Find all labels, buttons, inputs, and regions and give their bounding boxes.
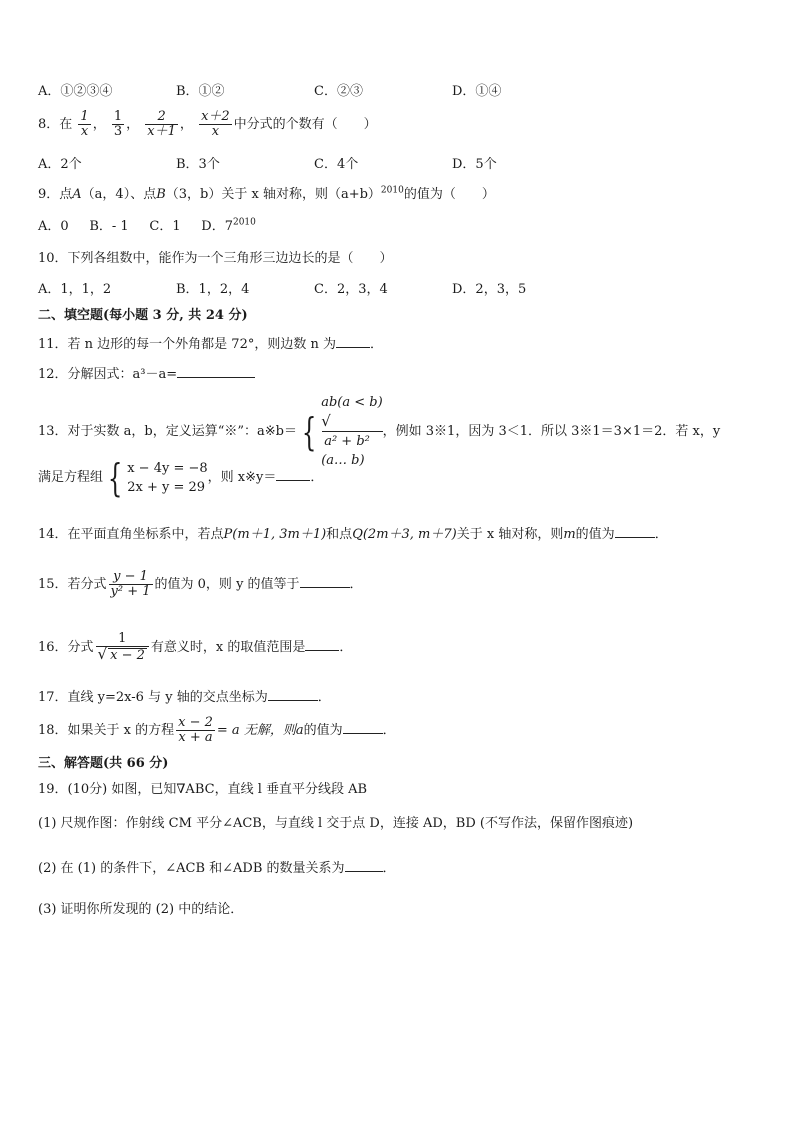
answer-blank[interactable] <box>276 468 310 481</box>
q9-options <box>38 219 256 235</box>
section-heading: 二、填空题(每小题 3 分, 共 24 分) <box>38 308 248 323</box>
answer-blank[interactable] <box>177 365 255 378</box>
answer-blank[interactable] <box>343 721 383 734</box>
piecewise-cases: ab(a < b) √ a² + b² (a… b) <box>321 395 383 468</box>
left-brace: { <box>301 409 317 454</box>
question-19-part-2: (2) 在 (1) 的条件下，∠ACB 和∠ADB 的数量关系为 ． <box>38 861 396 876</box>
question-19-part-1: (1) 尺规作图：作射线 CM 平分∠ACB，与直线 l 交于点 D，连接 AD，BD (不写作法，保留作图痕迹) <box>38 816 634 831</box>
option-c: C．②③ <box>314 84 363 99</box>
option-c: C．4个 <box>314 157 359 172</box>
option-c: C．2，3，4 <box>314 282 388 297</box>
option-d: D．$7^{2010}$ <box>201 217 256 234</box>
question-11: 11．若 n 边形的每一个外角都是 72°，则边数 n 为 ． <box>38 337 384 352</box>
sqrt-sign: √ <box>97 645 108 663</box>
answer-blank[interactable] <box>300 575 350 588</box>
fraction: $\frac{x - 2}{x + a}$ <box>178 715 213 745</box>
question-14: 14．在平面直角坐标系中，若点P(m＋1, 3m＋1)和点Q(2m＋3, m＋7)关于 x 轴对称，则m的值为 ． <box>38 527 668 542</box>
left-brace: { <box>107 455 123 500</box>
option-a: A．2个 <box>38 157 82 172</box>
section-heading: 三、解答题(共 66 分) <box>38 756 169 771</box>
q7-options <box>0 84 794 100</box>
question-19: 19．(10分) 如图，已知∇ABC，直线 l 垂直平分线段 AB <box>38 782 368 797</box>
option-b: B．- 1 <box>89 219 129 234</box>
fraction: $\frac{x+2}{x}$ <box>201 109 230 139</box>
option-d: D．2，3，5 <box>452 282 527 297</box>
answer-blank[interactable] <box>336 335 370 348</box>
question-13: 13．对于实数 a，b，定义运算“※”：a※b＝ { ab(a < b) √ a² + b² (a… b) ，例如 3※1，因为 3＜1．所以 3※1＝3×1＝2．若 x，y <box>38 395 721 468</box>
question-12: 12．分解因式：a³－a= <box>38 365 255 383</box>
question-9: 9．点A（a，4）、点B（3，b）关于 x 轴对称，则$(a+b)^{2010}$的值为（ ） <box>38 185 495 202</box>
question-18: 18．如果关于 x 的方程 $\frac{x - 2}{x + a}$ = a 无解，则a的值为 ． <box>38 715 396 745</box>
option-a: A．①②③④ <box>38 84 113 99</box>
answer-blank[interactable] <box>345 859 383 872</box>
sqrt-sign: √ <box>321 412 331 430</box>
fraction: $\frac{1}{√ x - 2}$ <box>96 632 149 663</box>
q8-options <box>0 157 794 173</box>
option-a: A．1，1，2 <box>38 282 112 297</box>
option-b: B．3个 <box>176 157 220 172</box>
option-a: A．0 <box>38 219 69 234</box>
question-19-part-3: (3) 证明你所发现的 (2) 中的结论． <box>38 902 244 917</box>
fraction: $\frac{2}{x+1}$ <box>147 109 176 139</box>
question-17: 17．直线 y=2x-6 与 y 轴的交点坐标为 ． <box>38 690 331 705</box>
option-b: B．①② <box>176 84 225 99</box>
answer-blank[interactable] <box>305 638 339 651</box>
option-c: C．1 <box>149 219 181 234</box>
question-16: 16．分式 $\frac{1}{√ x - 2}$ 有意义时，x 的取值范围是 ． <box>38 631 353 663</box>
q10-options <box>0 282 794 298</box>
option-d: D．5个 <box>452 157 497 172</box>
equation-system: x − 4y = −8 2x + y = 29 <box>127 460 208 495</box>
fraction: $\frac{1}{x}$ <box>80 109 89 139</box>
question-8: 8．在 $\frac{1}{x}$ ， $\frac{1}{3}$ ， $\frac{2}{x+1}$ ， $\frac{x+2}{x}$ 中分式的个数有（ ） <box>38 109 377 139</box>
fraction: $\frac{1}{3}$ <box>113 109 123 139</box>
fraction: $\frac{y - 1}{\text{y² + 1}}$ <box>110 569 151 599</box>
question-10: 10．下列各组数中，能作为一个三角形三边边长的是（ ） <box>38 251 393 266</box>
question-13-system: 满足方程组 { x − 4y = −8 2x + y = 29 ，则 x※y＝ ． <box>38 455 324 500</box>
answer-blank[interactable] <box>615 525 655 538</box>
question-15: 15．若分式 $\frac{y - 1}{\text{y² + 1}}$ 的值为 0，则 y 的值等于 ． <box>38 569 363 599</box>
option-b: B．1，2，4 <box>176 282 250 297</box>
answer-blank[interactable] <box>268 688 318 701</box>
option-d: D．①④ <box>452 84 502 99</box>
